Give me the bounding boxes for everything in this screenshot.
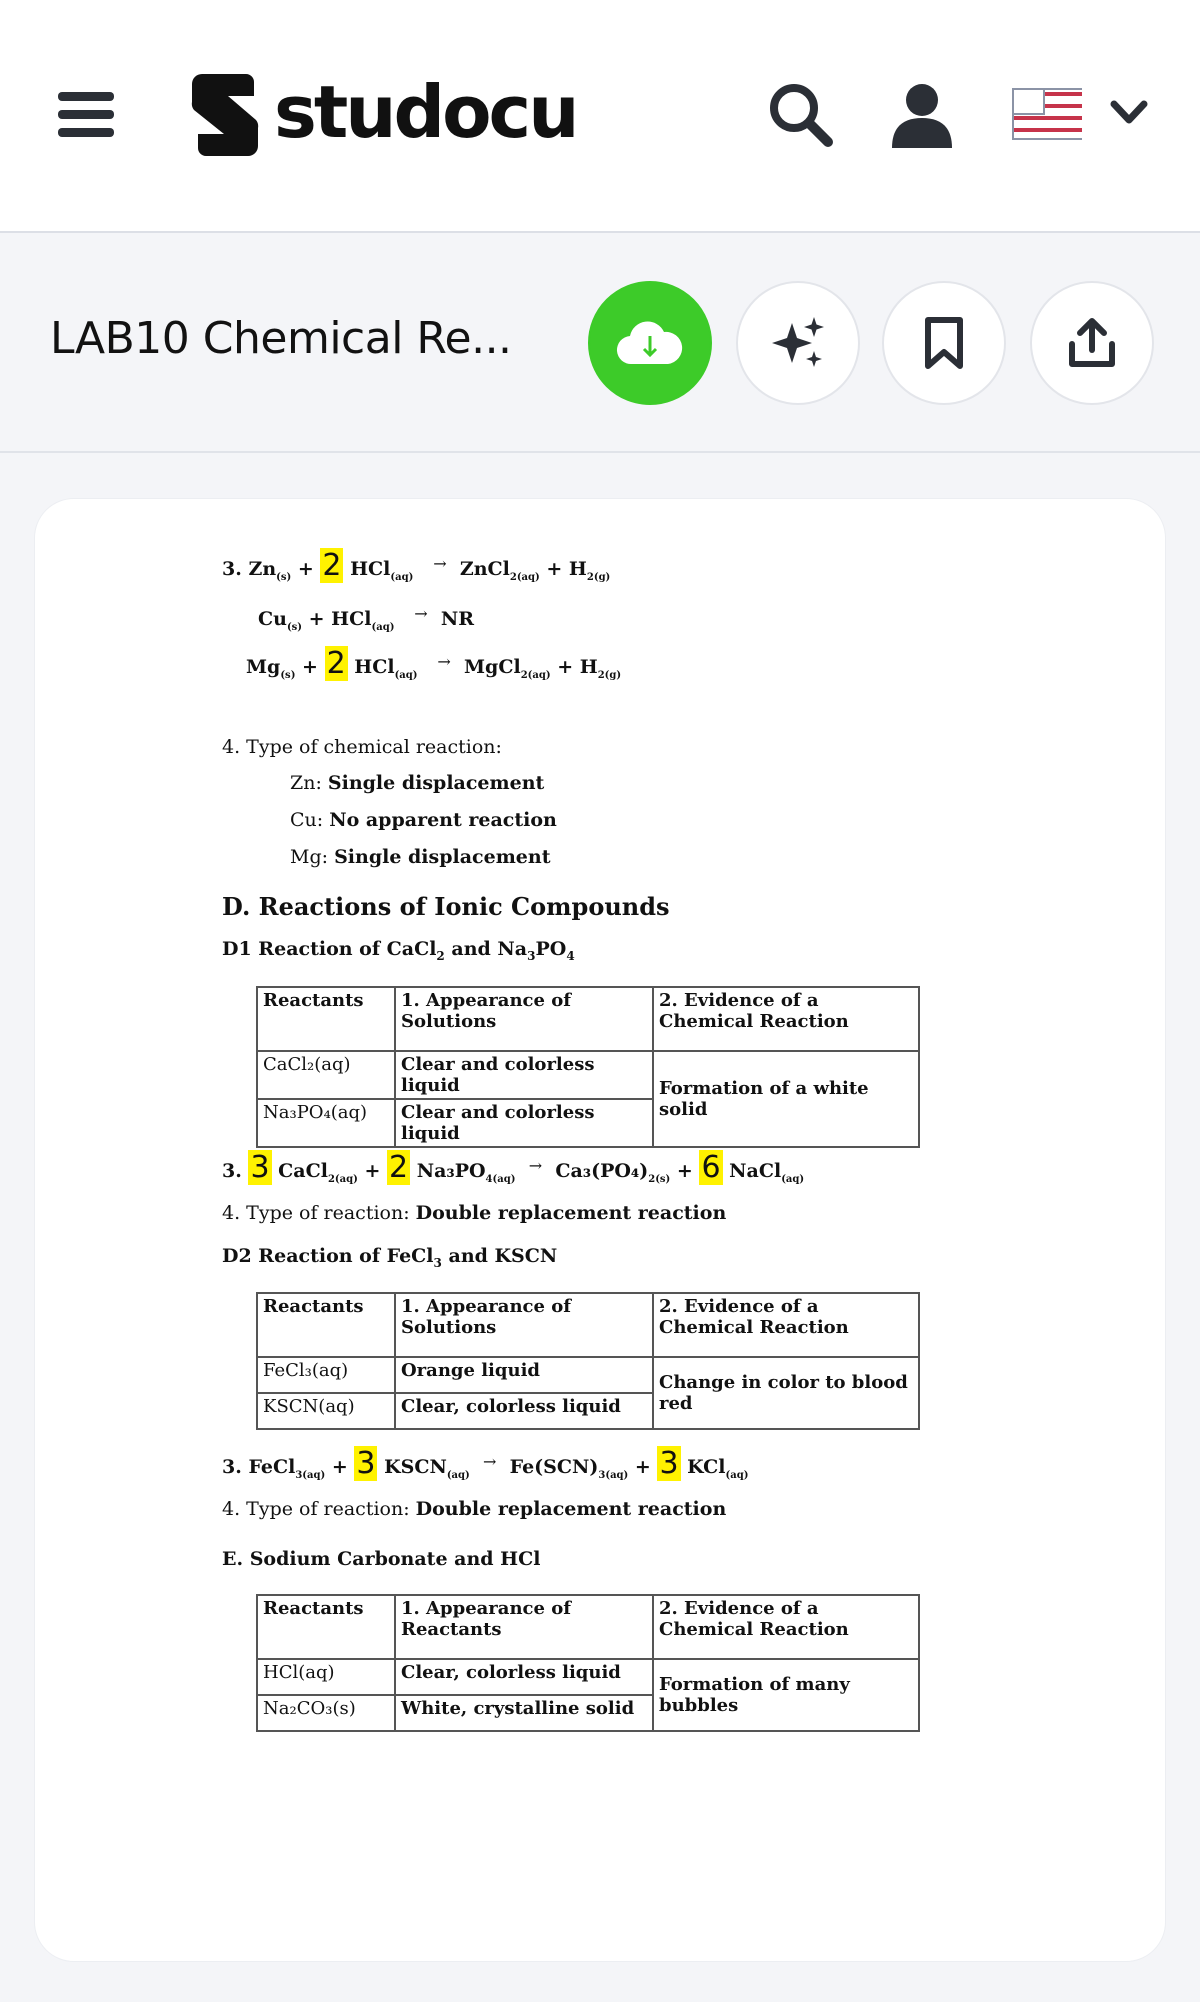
c4-row-mg: Mg: Single displacement — [290, 846, 551, 868]
table-cell: CaCl₂(aq) — [257, 1051, 395, 1099]
table-cell: Clear and colorless liquid — [395, 1051, 653, 1099]
table-d1 — [256, 986, 920, 1148]
table-cell: Change in color to blood red — [653, 1357, 919, 1429]
c4-row-zn: Zn: Single displacement — [290, 772, 545, 794]
cloud-download-icon — [614, 318, 686, 368]
table-cell: Formation of a white solid — [653, 1051, 919, 1147]
logo-text: studocu — [274, 70, 577, 154]
table-cell: Clear, colorless liquid — [395, 1393, 653, 1429]
bookmark-button[interactable] — [882, 281, 1006, 405]
coefficient-highlight: 3 — [250, 1150, 270, 1185]
document-title: LAB10 Chemical Re... — [50, 313, 512, 364]
table-header: 1. Appearance of Reactants — [395, 1595, 653, 1659]
document-page — [34, 498, 1166, 1962]
bookmark-icon — [922, 316, 966, 370]
d1-type: 4. Type of reaction: Double replacement reaction — [222, 1202, 727, 1224]
document-toolbar — [0, 235, 1200, 453]
table-header: 2. Evidence of a Chemical Reaction — [653, 1293, 919, 1357]
coefficient-highlight: 3 — [356, 1446, 376, 1481]
share-icon — [1066, 316, 1118, 370]
table-cell: Clear and colorless liquid — [395, 1099, 653, 1147]
coefficient-highlight: 3 — [659, 1446, 679, 1481]
table-header: 2. Evidence of a Chemical Reaction — [653, 987, 919, 1051]
search-icon[interactable] — [764, 78, 836, 150]
chevron-down-icon[interactable] — [1108, 96, 1150, 130]
reaction-arrow: → — [483, 1452, 497, 1471]
table-cell: FeCl₃(aq) — [257, 1357, 395, 1393]
table-cell: White, crystalline solid — [395, 1695, 653, 1731]
d1-heading: D1 Reaction of CaCl$_2$ and $Na_3PO_4$ — [222, 938, 575, 963]
sparkle-icon — [768, 313, 828, 373]
coefficient-highlight: 6 — [701, 1150, 721, 1185]
equation-mg: $Mg_{(s)} + 2$ HCl$_{(aq)}$ → MgCl$_{2(aq)}$ + $H_{2(g)}$ — [246, 646, 622, 681]
coefficient-highlight: 2 — [389, 1150, 409, 1185]
table-cell: Clear, colorless liquid — [395, 1659, 653, 1695]
table-header: 1. Appearance of Solutions — [395, 1293, 653, 1357]
reaction-arrow: → — [433, 554, 447, 573]
top-navbar — [0, 0, 1200, 233]
table-cell: KSCN(aq) — [257, 1393, 395, 1429]
table-cell: HCl(aq) — [257, 1659, 395, 1695]
d2-type: 4. Type of reaction: Double replacement reaction — [222, 1498, 727, 1520]
table-header: 1. Appearance of Solutions — [395, 987, 653, 1051]
reaction-arrow: → — [414, 604, 428, 623]
menu-icon[interactable] — [58, 92, 114, 140]
reaction-arrow: → — [528, 1156, 543, 1175]
table-cell: Na₃PO₄(aq) — [257, 1099, 395, 1147]
table-header: Reactants — [257, 987, 395, 1051]
c4-row-cu: Cu: No apparent reaction — [290, 809, 557, 831]
equation-zn: 3. $Zn_{(s)} + 2$ HCl$_{(aq)}$ → ZnCl$_{2(aq)}$ + $H_{2(g)}$ — [222, 548, 611, 583]
equation-d1: 3. 3 CaCl$_{2(aq)}$ + 2 $Na_3PO_{4(aq)}$ → $Ca_3(PO_4)_{2(s)} + 6$ NaCl$_{(aq)}$ — [222, 1150, 805, 1185]
equation-d2: 3. FeCl$_{3(aq)}$ + 3 $KSCN_{(aq)}$ → $Fe(SCN)_{3(aq)} + 3$ KCl$_{(aq)}$ — [222, 1446, 749, 1481]
equation-cu: $Cu_{(s)} + HCl_{(aq)}$ → NR — [258, 604, 475, 633]
section-d-heading: D. Reactions of Ionic Compounds — [222, 892, 670, 921]
coefficient-highlight: 2 — [326, 646, 346, 681]
section-e-heading: E. Sodium Carbonate and HCl — [222, 1548, 541, 1570]
us-flag-icon[interactable] — [1012, 88, 1082, 140]
table-header: Reactants — [257, 1293, 395, 1357]
reaction-arrow: → — [437, 652, 451, 671]
table-header: Reactants — [257, 1595, 395, 1659]
studocu-logo[interactable] — [172, 66, 576, 162]
table-cell: Orange liquid — [395, 1357, 653, 1393]
share-button[interactable] — [1030, 281, 1154, 405]
table-cell: Formation of many bubbles — [653, 1659, 919, 1731]
ai-assistant-button[interactable] — [736, 281, 860, 405]
user-icon[interactable] — [886, 78, 958, 150]
coefficient-highlight: 2 — [322, 548, 342, 583]
d2-heading: D2 Reaction of FeCl$_3$ and KSCN — [222, 1245, 558, 1270]
table-d2 — [256, 1292, 920, 1430]
table-header: 2. Evidence of a Chemical Reaction — [653, 1595, 919, 1659]
studocu-logo-icon — [172, 66, 268, 162]
table-cell: Na₂CO₃(s) — [257, 1695, 395, 1731]
download-button[interactable] — [588, 281, 712, 405]
table-e — [256, 1594, 920, 1732]
c4-label: 4. Type of chemical reaction: — [222, 736, 502, 758]
